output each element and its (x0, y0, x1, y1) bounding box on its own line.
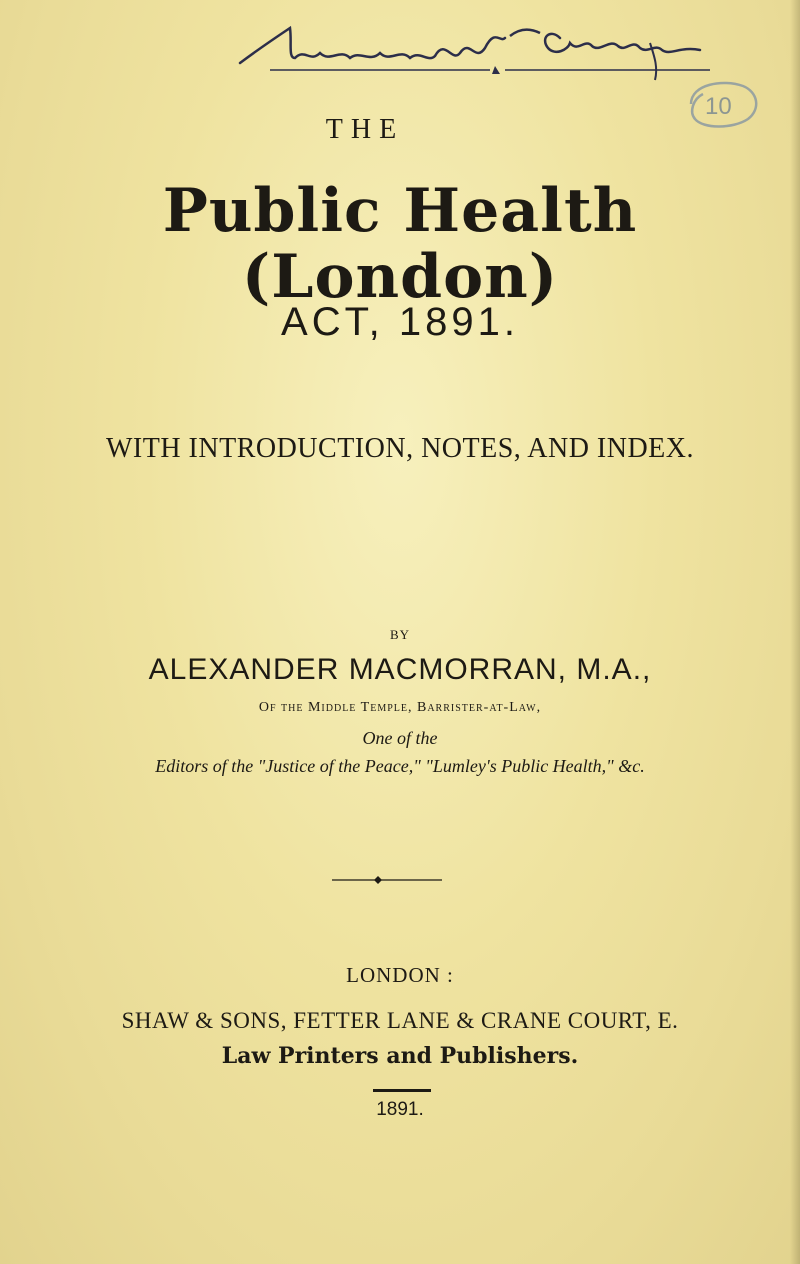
page-edge-shadow (790, 0, 800, 1264)
stamp-number: 10 (705, 93, 732, 120)
handwriting-scribble (230, 8, 730, 88)
imprint-publisher: SHAW & SONS, FETTER LANE & CRANE COURT, E. (121, 1008, 679, 1033)
imprint-rule (373, 1089, 431, 1092)
main-title: Public Health (London) (162, 176, 638, 312)
author-name: ALEXANDER MACMORRAN, M.A., (148, 653, 652, 686)
subtitle: WITH INTRODUCTION, NOTES, AND INDEX. (105, 433, 695, 464)
title-the: THE (325, 114, 405, 145)
editor-line-2: Editors of the "Justice of the Peace," "Lumley's Public Health," &c. (155, 756, 645, 776)
ornamental-divider (332, 873, 442, 885)
by-label: BY (389, 627, 411, 642)
imprint-trade: Law Printers and Publishers. (221, 1043, 579, 1069)
act-year-title: ACT, 1891. (281, 300, 519, 344)
affiliation-text: Of the Middle Temple, Barrister-at-Law, (258, 700, 542, 715)
diamond-rule-icon (332, 874, 442, 886)
imprint-city: LONDON : (346, 963, 454, 987)
author-affiliation (0, 700, 800, 716)
editor-line-1: One of the (362, 728, 438, 748)
imprint-year: 1891. (376, 1099, 424, 1120)
handwritten-inscription (230, 8, 730, 88)
